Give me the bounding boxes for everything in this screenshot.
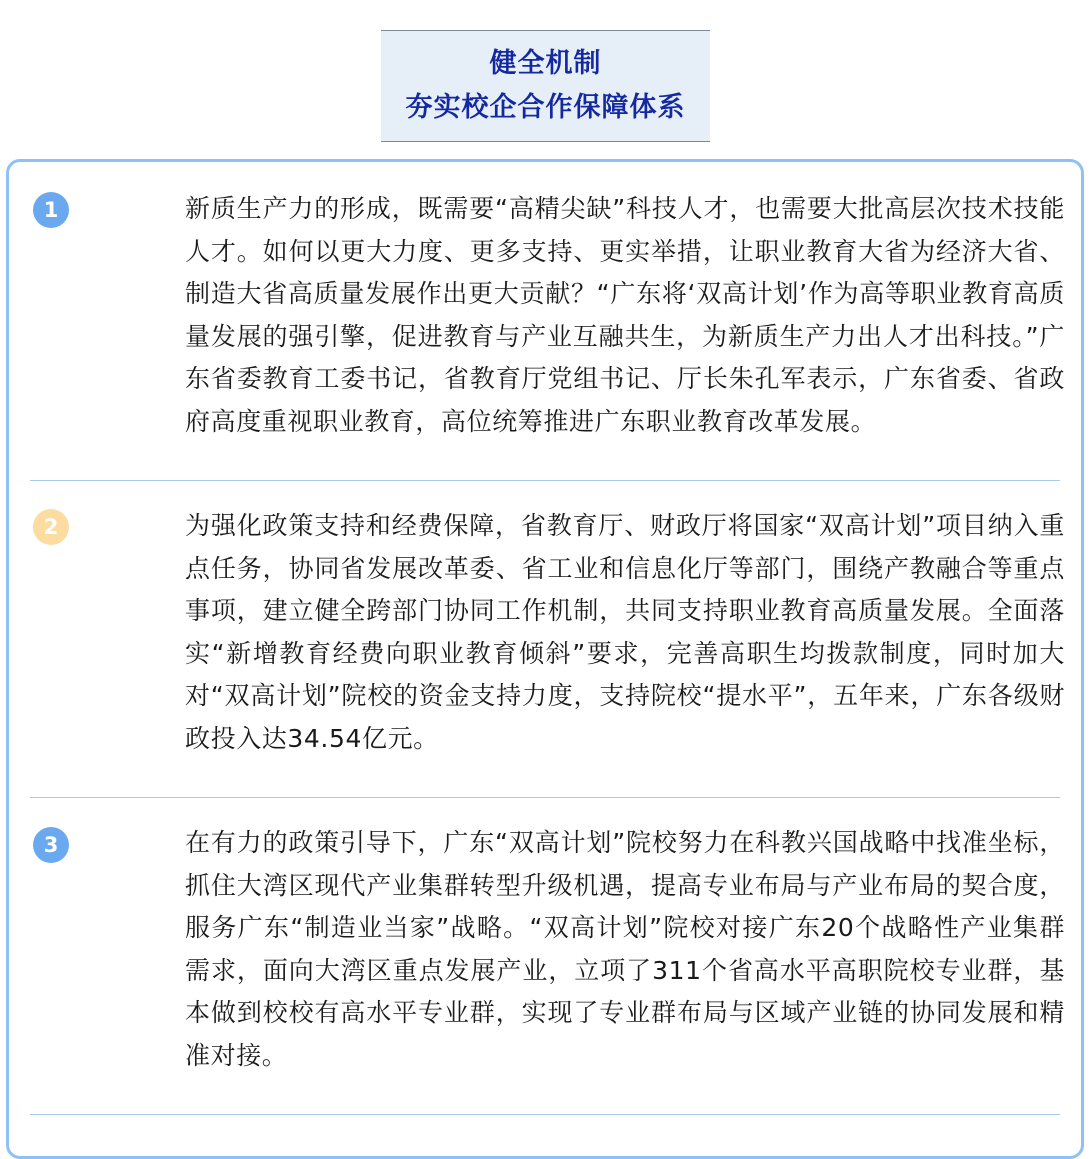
divider-3: [30, 1114, 1060, 1115]
number-badge-2: 2: [33, 509, 69, 545]
title-line-1: 健全机制: [489, 48, 602, 79]
number-badge-3: 3: [33, 827, 69, 863]
paragraph-3: 在有力的政策引导下，广东“双高计划”院校努力在科教兴国战略中找准坐标，抓住大湾区现代产业集群转型升级机遇，提高专业布局与产业布局的契合度，服务广东“制造业当家”战略。“双高计划”院校对接广东20个战略性产业集群需求，面向大湾区重点发展产业，立项了311个省高水平高职院校专业群，基本做到校校有高水平专业群，实现了专业群布局与区域产业链的协同发展和精准对接。: [185, 828, 1065, 1070]
paragraph-2: 为强化政策支持和经费保障，省教育厅、财政厅将国家“双高计划”项目纳入重点任务，协同省发展改革委、省工业和信息化厅等部门，围绕产教融合等重点事项，建立健全跨部门协同工作机制，共同支持职业教育高质量发展。全面落实“新增教育经费向职业教育倾斜”要求，完善高职生均拨款制度，同时加大对“双高计划”院校的资金支持力度，支持院校“提水平”，五年来，广东各级财政投入达34.54亿元。: [185, 511, 1065, 753]
section-title-box: [381, 30, 710, 142]
paragraph-1: 新质生产力的形成，既需要“高精尖缺”科技人才，也需要大批高层次技术技能人才。如何以更大力度、更多支持、更实举措，让职业教育大省为经济大省、制造大省高质量发展作出更大贡献？“广东将‘双高计划’作为高等职业教育高质量发展的强引擎，促进教育与产业互融共生，为新质生产力出人才出科技。”广东省委教育工委书记，省教育厅党组书记、厅长朱孔军表示，广东省委、省政府高度重视职业教育，高位统筹推进广东职业教育改革发展。: [185, 194, 1065, 436]
divider-2: [30, 797, 1060, 798]
title-line-2: 夯实校企合作保障体系: [405, 92, 686, 123]
divider-1: [30, 480, 1060, 481]
number-badge-1: 1: [33, 192, 69, 228]
